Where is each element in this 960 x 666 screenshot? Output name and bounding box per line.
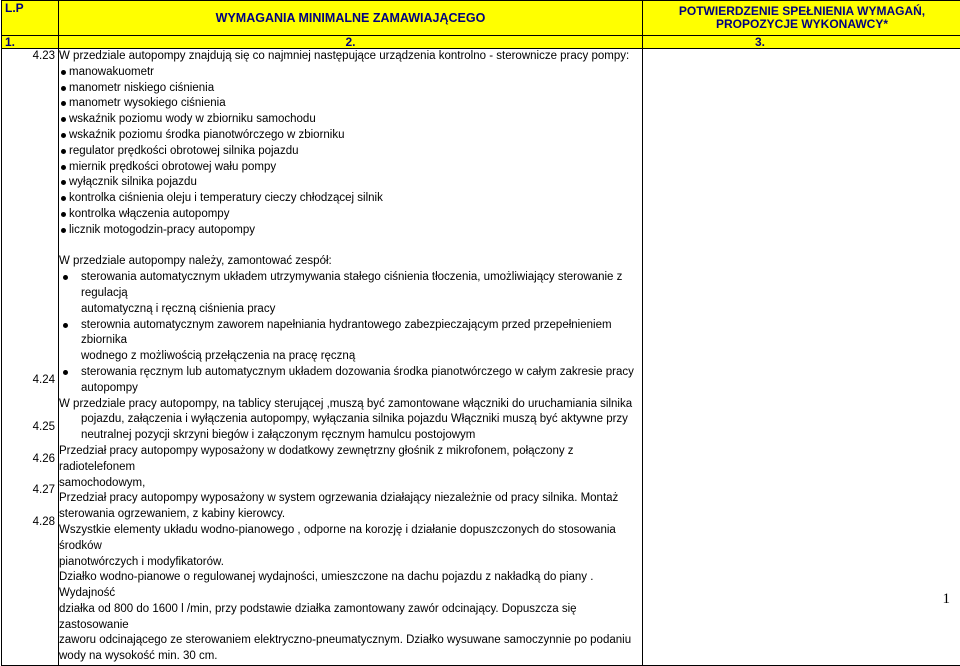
text-line: działka od 800 do 1600 l /min, przy podstawie działka zamontowany zawór odcinający. Dopuszcza się zastosowanie	[59, 602, 642, 634]
bullet-item: sterownia automatycznym zaworem napełniania hydrantowego zabezpieczającym przed przepełnieniem zbiornika	[59, 318, 642, 350]
bullet-item-continuation: autopompy	[59, 381, 642, 397]
text-line: zaworu odcinającego ze sterowaniem elektryczno-pneumatycznym. Działko wysuwane samoczynnie po podaniu	[59, 633, 642, 649]
section-4-23	[59, 49, 642, 397]
list-item: wskaźnik poziomu wody w zbiorniku samochodu	[59, 112, 642, 128]
item-number-4-28: 4.28	[2, 515, 58, 531]
list-item: manowakuometr	[59, 65, 642, 81]
text-line: neutralnej pozycji skrzyni biegów i załączonym ręcznym hamulcu postojowym	[59, 428, 642, 444]
column-number-row	[2, 36, 960, 49]
text-line: Wszystkie elementy układu wodno-pianowego , odporne na korozję i działanie dopuszczonych do stosowania środków	[59, 523, 642, 555]
section-4-27	[59, 523, 642, 570]
header-row	[2, 1, 960, 36]
section-4-26	[59, 491, 642, 523]
header-confirmation: POTWIERDZENIE SPEŁNIENIA WYMAGAŃ, PROPOZYCJE WYKONAWCY*	[643, 1, 960, 36]
text-line: Działko wodno-pianowe o regulowanej wydajności, umieszczone na dachu pojazdu z nakładką do piany . Wydajność	[59, 570, 642, 602]
item-number-4-24: 4.24	[2, 373, 58, 389]
column-number-3: 3.	[643, 36, 960, 49]
bullet-item: sterowania ręcznym lub automatycznym układem dozowania środka pianotwórczego w całym zakresie pracy	[59, 365, 642, 381]
page-number: 1	[943, 591, 951, 608]
section-4-24	[59, 397, 642, 444]
item-number-4-23: 4.23	[2, 49, 58, 65]
bullet-item-continuation: automatyczną i ręczną ciśnienia pracy	[59, 302, 642, 318]
lp-column	[2, 49, 59, 666]
text-line: samochodowym,	[59, 476, 642, 492]
text-line: Przedział pracy autopompy wyposażony w dodatkowy zewnętrzny głośnik z mikrofonem, połączony z radiotelefonem	[59, 444, 642, 476]
list-item: regulator prędkości obrotowej silnika pojazdu	[59, 144, 642, 160]
text-line: wody na wysokość min. 30 cm.	[59, 649, 642, 665]
item-number-4-26: 4.26	[2, 452, 58, 468]
list-item: miernik prędkości obrotowej wału pompy	[59, 160, 642, 176]
content-row	[2, 49, 960, 666]
text-line: pojazdu, załączenia i wyłączenia autopompy, wyłączania silnika pojazdu Włączniki muszą być aktywne przy	[59, 412, 642, 428]
section-4-28	[59, 570, 642, 665]
section-4-23-intro-2: W przedziale autopompy należy, zamontować zespół:	[59, 254, 642, 270]
text-line: sterowania ogrzewaniem, z kabiny kierowcy.	[59, 507, 642, 523]
text-line: Przedział pracy autopompy wyposażony w system ogrzewania działający niezależnie od pracy silnika. Montaż	[59, 491, 642, 507]
item-number-4-25: 4.25	[2, 420, 58, 436]
list-item: licznik motogodzin-pracy autopompy	[59, 223, 642, 239]
list-item: kontrolka włączenia autopompy	[59, 207, 642, 223]
header-lp: L.P	[2, 1, 59, 36]
list-item: manometr wysokiego ciśnienia	[59, 96, 642, 112]
confirmation-column[interactable]	[643, 49, 960, 666]
list-item: manometr niskiego ciśnienia	[59, 81, 642, 97]
text-line: pianotwórczych i modyfikatorów.	[59, 555, 642, 571]
list-item: kontrolka ciśnienia oleju i temperatury cieczy chłodzącej silnik	[59, 191, 642, 207]
requirements-table	[1, 0, 960, 666]
text-line: W przedziale pracy autopompy, na tablicy sterującej ,muszą być zamontowane włączniki do uruchamiania silnika	[59, 397, 642, 413]
section-4-23-intro: W przedziale autopompy znajdują się co najmniej następujące urządzenia kontrolno - sterownicze pracy pompy:	[59, 49, 642, 65]
bullet-item-continuation: wodnego z możliwością przełączenia na pracę ręczną	[59, 349, 642, 365]
section-4-25	[59, 444, 642, 491]
list-item: wskaźnik poziomu środka pianotwórczego w zbiorniku	[59, 128, 642, 144]
requirements-column	[59, 49, 643, 666]
list-item: wyłącznik silnika pojazdu	[59, 175, 642, 191]
column-number-2: 2.	[59, 36, 643, 49]
header-requirements: WYMAGANIA MINIMALNE ZAMAWIAJĄCEGO	[59, 1, 643, 36]
bullet-item: sterowania automatycznym układem utrzymywania stałego ciśnienia tłoczenia, umożliwiający sterowanie z regulacją	[59, 270, 642, 302]
item-number-4-27: 4.27	[2, 483, 58, 499]
column-number-1: 1.	[2, 36, 59, 49]
